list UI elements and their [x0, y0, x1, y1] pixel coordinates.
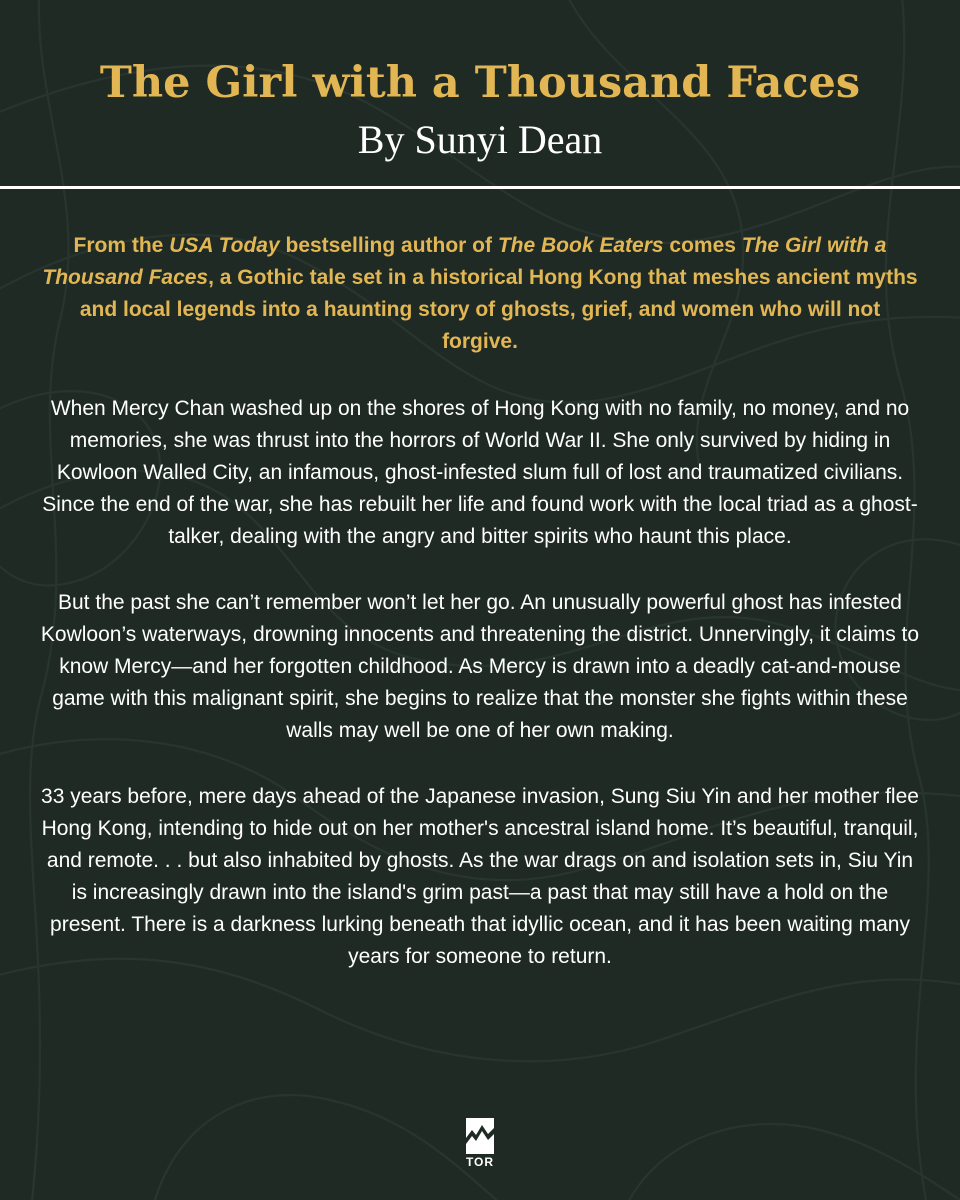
lead-mid2: comes: [663, 234, 742, 257]
lead-prefix: From the: [73, 234, 170, 257]
book-eaters-italic: The Book Eaters: [497, 234, 664, 257]
publisher-logo: [462, 1118, 498, 1174]
lead-rest: , a Gothic tale set in a historical Hong Kong that meshes ancient myths and local legends into a haunting story of ghosts, grief, and women who will not forgive.: [79, 266, 918, 353]
book-title: The Girl with a Thousand Faces: [99, 58, 861, 108]
tor-mountain-logo-icon: [466, 1118, 494, 1154]
tor-logo-text: TOR: [465, 1155, 495, 1169]
synopsis-paragraph-2: But the past she can’t remember won’t let her go. An unusually powerful ghost has infested Kowloon’s waterways, drowning innocents and threatening the district. Unnervingly, it claims to know Mercy—and her forgotten childhood. As Mercy is drawn into a deadly cat-and-mouse game with this malignant spirit, she begins to realize that the monster she fights within these walls may well be one of her own making.: [40, 591, 920, 742]
title-italic: The Girl with a Thousand Faces: [42, 234, 887, 289]
synopsis-paragraph-1: When Mercy Chan washed up on the shores of Hong Kong with no family, no money, and no memories, she was thrust into the horrors of World War II. She only survived by hiding in Kowloon Walled City, an infamous, ghost-infested slum full of lost and traumatized civilians. Since the end of the war, she has rebuilt her life and found work with the local triad as a ghost-talker, dealing with the angry and bitter spirits who haunt this place.: [42, 397, 918, 548]
lead-mid1: bestselling author of: [279, 234, 498, 257]
lead-paragraph: [40, 230, 920, 358]
header: [0, 0, 960, 187]
synopsis-paragraph-3: 33 years before, mere days ahead of the Japanese invasion, Sung Siu Yin and her mother flee Hong Kong, intending to hide out on her mother's ancestral island home. It’s beautiful, tranquil, and remote. . . but also inhabited by ghosts. As the war drags on and isolation sets in, Siu Yin is increasingly drawn into the island's grim past—a past that may still have a hold on the present. There is a darkness lurking beneath that idyllic ocean, and it has been waiting many years for someone to return.: [41, 785, 919, 968]
author-byline: By Sunyi Dean: [357, 117, 603, 162]
synopsis: [40, 230, 920, 1007]
usa-today-italic: USA Today: [169, 234, 280, 257]
header-divider: [0, 186, 960, 189]
